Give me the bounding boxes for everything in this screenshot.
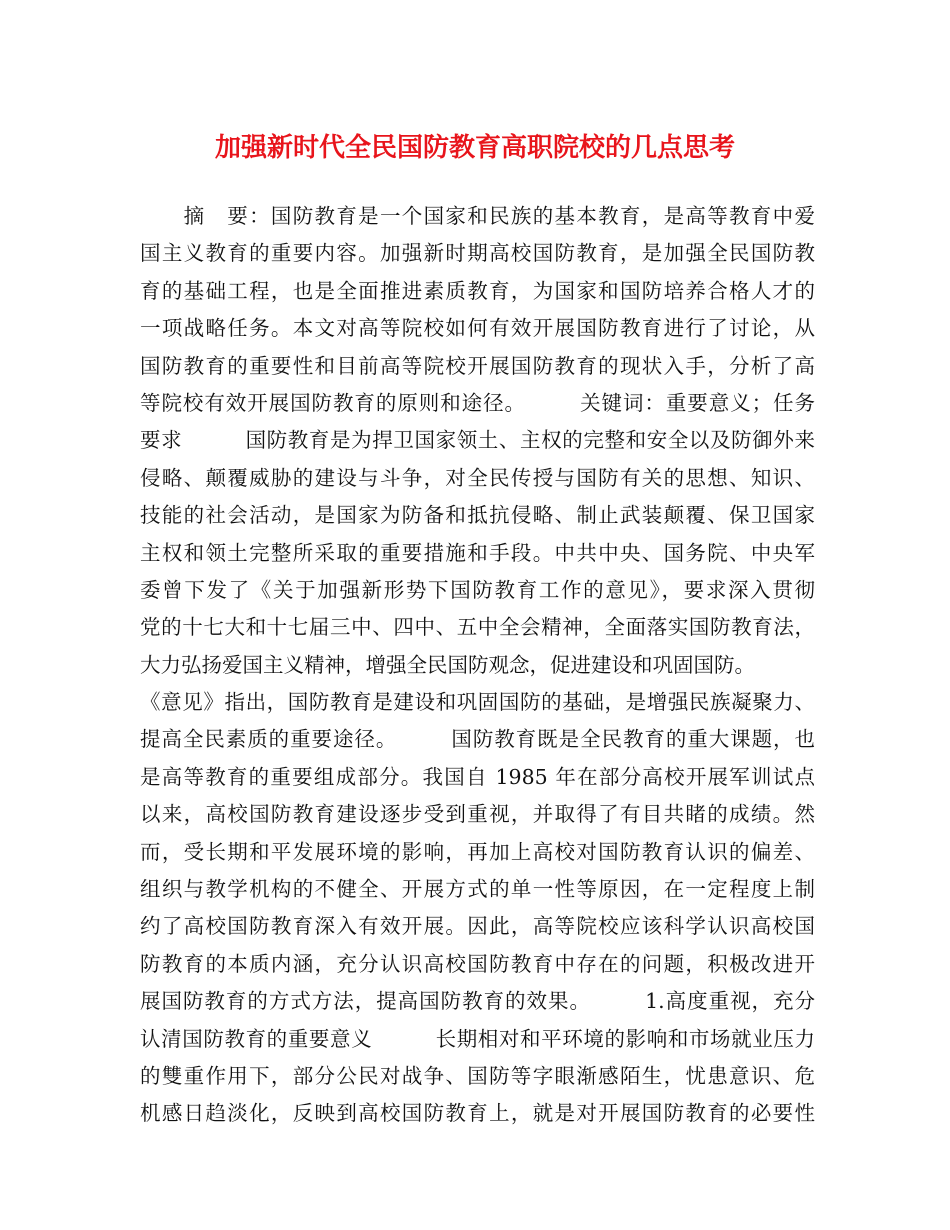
body-line: 技能的社会活动，是国家为防备和抵抗侵略、制止武装颠覆、保卫国家 bbox=[140, 503, 815, 528]
body-line: 认清国防教育的重要意义 长期相对和平环境的影响和市场就业压力 bbox=[140, 1026, 815, 1051]
body-line: 的雙重作用下，部分公民对战争、国防等字眼渐感陌生，忧患意识、危 bbox=[140, 1063, 815, 1088]
document-body bbox=[140, 198, 815, 1133]
body-line: 是高等教育的重要组成部分。我国自 1985 年在部分高校开展军训试点 bbox=[140, 764, 815, 789]
body-line: 国防教育的重要性和目前高等院校开展国防教育的现状入手，分析了高 bbox=[140, 353, 815, 378]
body-line: 组织与教学机构的不健全、开展方式的单一性等原因，在一定程度上制 bbox=[140, 877, 815, 902]
body-line: 防教育的本质内涵，充分认识高校国防教育中存在的问题，积极改进开 bbox=[140, 951, 815, 976]
body-line: 展国防教育的方式方法，提高国防教育的效果。 1.高度重视，充分 bbox=[140, 989, 815, 1014]
body-line: 机感日趋淡化，反映到高校国防教育上，就是对开展国防教育的必要性 bbox=[140, 1101, 815, 1126]
document-title: 加强新时代全民国防教育高职院校的几点思考 bbox=[214, 133, 735, 163]
body-line: 侵略、颠覆威胁的建设与斗争，对全民传授与国防有关的思想、知识、 bbox=[140, 465, 815, 490]
body-line: 育的基础工程，也是全面推进素质教育，为国家和国防培养合格人才的 bbox=[140, 278, 815, 303]
body-line: 提高全民素质的重要途径。 国防教育既是全民教育的重大课题，也 bbox=[140, 727, 815, 752]
body-line: 主权和领土完整所采取的重要措施和手段。中共中央、国务院、中央军 bbox=[140, 540, 815, 565]
body-line: 约了高校国防教育深入有效开展。因此，高等院校应该科学认识高校国 bbox=[140, 914, 815, 939]
body-line: 以来，高校国防教育建设逐步受到重视，并取得了有目共睹的成绩。然 bbox=[140, 802, 815, 827]
body-line: 一项战略任务。本文对高等院校如何有效开展国防教育进行了讨论，从 bbox=[140, 316, 815, 341]
body-line: 要求 国防教育是为捍卫国家领土、主权的完整和安全以及防御外来 bbox=[140, 428, 815, 453]
body-line: 大力弘扬爱国主义精神，增强全民国防观念，促进建设和巩固国防。 bbox=[140, 652, 755, 677]
body-line: 等院校有效开展国防教育的原则和途径。 关键词：重要意义；任务 bbox=[140, 390, 815, 415]
body-line: 国主义教育的重要内容。加强新时期高校国防教育，是加强全民国防教 bbox=[140, 241, 815, 266]
body-line: 摘 要：国防教育是一个国家和民族的基本教育，是高等教育中爱 bbox=[140, 204, 815, 228]
body-line: 《意见》指出，国防教育是建设和巩固国防的基础，是增强民族凝聚力、 bbox=[140, 690, 815, 715]
body-line: 而，受长期和平发展环境的影响，再加上高校对国防教育认识的偏差、 bbox=[140, 839, 815, 864]
body-line: 党的十七大和十七届三中、四中、五中全会精神，全面落实国防教育法， bbox=[140, 615, 815, 640]
body-line: 委曾下发了《关于加强新形势下国防教育工作的意见》，要求深入贯彻 bbox=[140, 577, 815, 602]
